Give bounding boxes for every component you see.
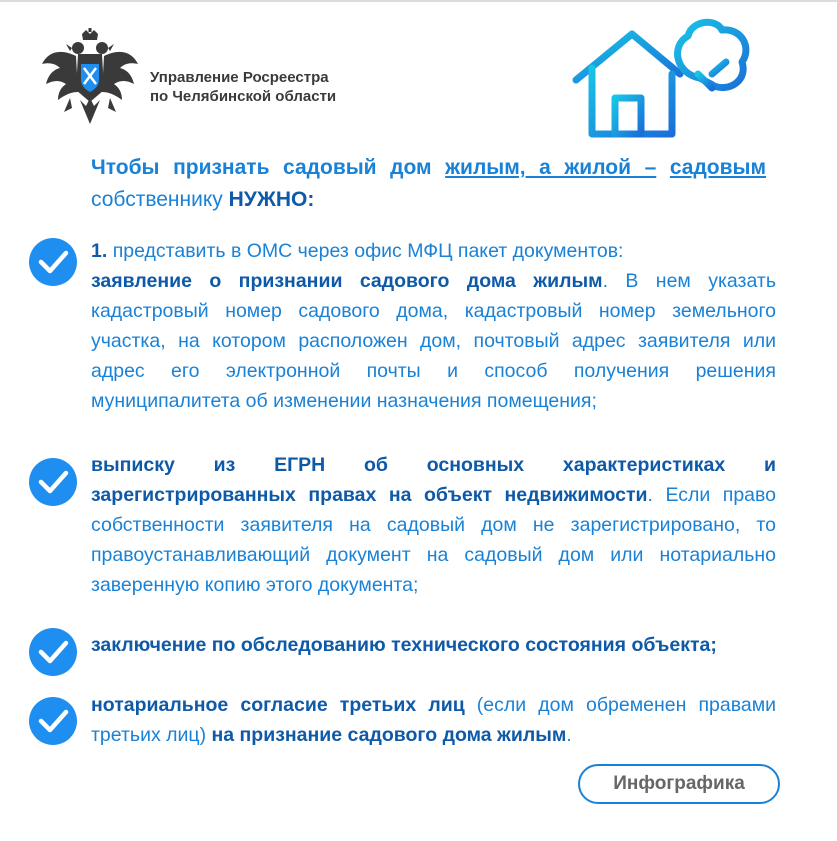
item-2-rest: . Если право собственности заявителя на садовый дом не зарегистрировано, то правоустанавливающий документ на садовый дом или нотариально заверенную копию этого документа;: [91, 484, 776, 596]
item-1-body: [91, 266, 776, 416]
heading-part-5: НУЖНО:: [228, 188, 315, 211]
check-icon: [29, 458, 77, 506]
item-4-bold-2: на признание садового дома жилым: [211, 724, 567, 746]
emblem-logo: [40, 28, 140, 128]
item-2-bold: выписку из ЕГРН об основных характеристиках и зарегистрированных правах на объект недвижимости: [91, 454, 776, 506]
house-tree-icon: [570, 18, 770, 140]
item-2: [91, 450, 776, 600]
infographic-badge: Инфографика: [578, 764, 780, 804]
item-1-intro-line: [91, 236, 776, 266]
item-1-bold: заявление о признании садового дома жилым: [91, 270, 603, 292]
item-4-bold: нотариальное согласие третьих лиц: [91, 694, 465, 716]
item-1-intro: представить в ОМС через офис МФЦ пакет документов:: [112, 240, 624, 262]
page-heading: [91, 152, 766, 216]
item-4-end: .: [566, 724, 572, 746]
item-4-rest: (если дом обременен правами третьих лиц): [91, 694, 777, 746]
org-line-1: Управление Росреестра: [150, 69, 329, 86]
item-1: [91, 236, 776, 416]
item-3: [91, 630, 776, 660]
item-1-rest: . В нем указать кадастровый номер садового дома, кадастровый номер земельного участка, на котором расположен дом, почтовый адрес заявителя или адрес его электронной почты и способ получения решения муниципалитета об изменении назначения помещения;: [91, 270, 776, 412]
org-line-2: по Челябинской области: [150, 88, 337, 105]
organization-name: [150, 68, 336, 106]
check-icon: [29, 628, 77, 676]
check-icon: [29, 697, 77, 745]
heading-part-4: собственнику: [91, 188, 223, 211]
item-1-number: 1.: [91, 240, 108, 262]
heading-part-1: Чтобы признать садовый дом: [91, 156, 432, 179]
item-4: [91, 690, 776, 750]
heading-part-3: садовым: [669, 156, 767, 179]
item-3-bold: заключение по обследованию технического состояния объекта;: [91, 634, 717, 656]
top-divider: [0, 0, 837, 2]
heading-part-2: жилым, а жилой –: [445, 156, 657, 179]
check-icon: [29, 238, 77, 286]
